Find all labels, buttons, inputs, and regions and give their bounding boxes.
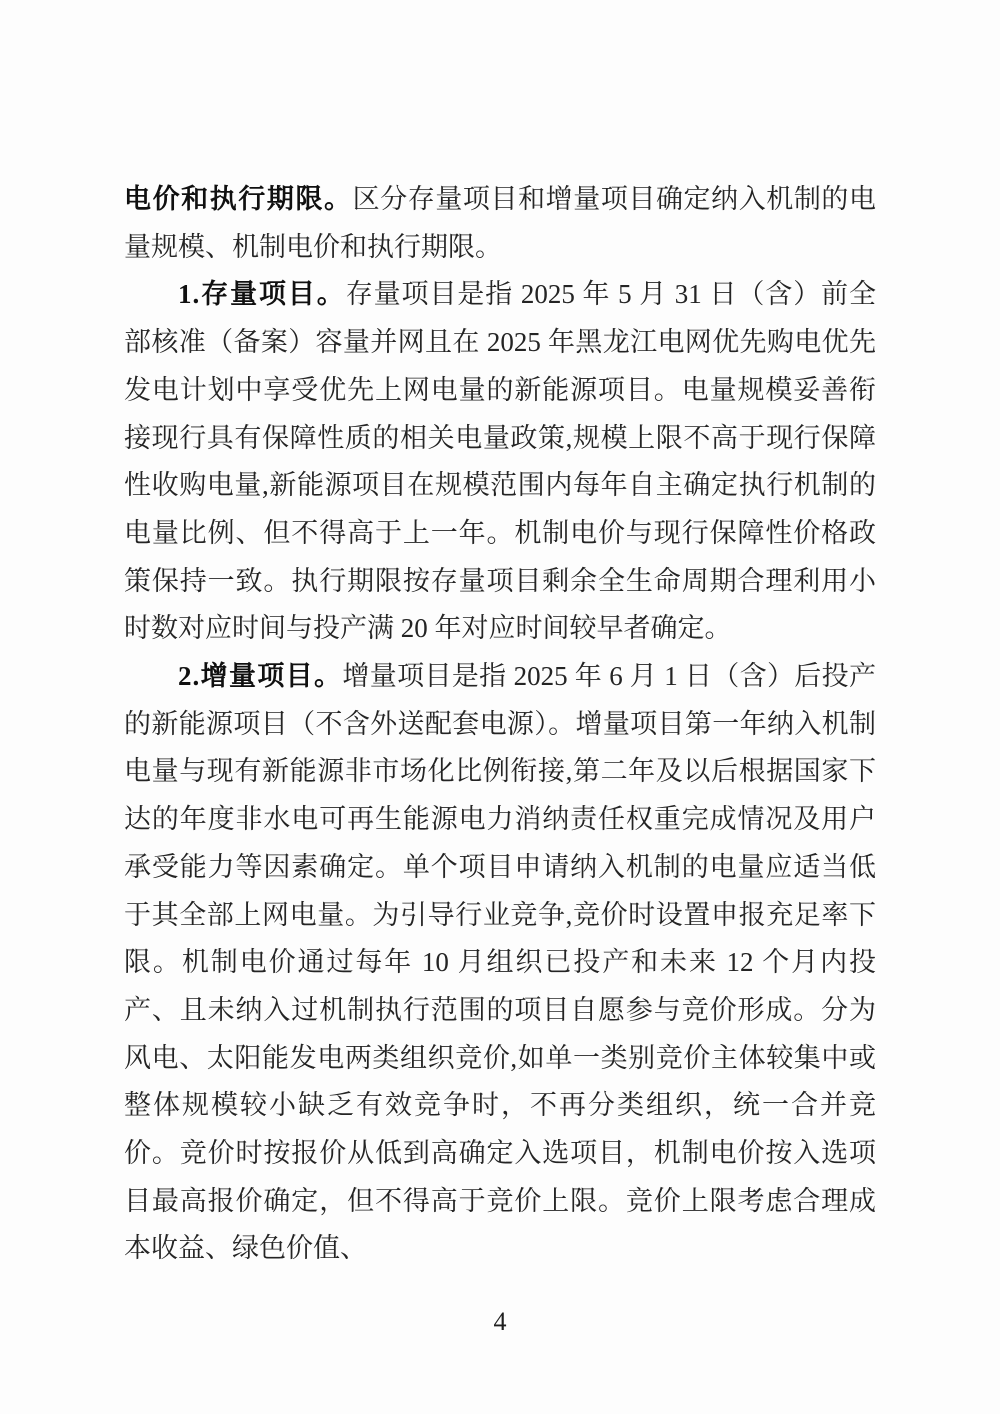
page-number: 4 [493, 1307, 507, 1336]
paragraph-lead-bold: 2.增量项目。 [178, 661, 343, 692]
paragraph-lead-bold: 1.存量项目。 [178, 279, 346, 310]
paragraph-text: 存量项目是指 2025 年 5 月 31 日（含）前全部核准（备案）容量并网且在 2025 年黑龙江电网优先购电优先发电计划中享受优先上网电量的新能源项目。电量规模妥善衔接现行具有保障性质的相关电量政策,规模上限不高于现行保障性收购电量,新能源项目在规模范围内每年自主确定执行机制的电量比例、但不得高于上一年。机制电价与现行保障性价格政策保持一致。执行期限按存量项目剩余全生命周期合理利用小时数对应时间与投产满 20 年对应时间较早者确定。 [124, 279, 877, 644]
paragraph-incremental-projects [124, 653, 876, 1273]
document-body [124, 176, 876, 1273]
paragraph-text: 增量项目是指 2025 年 6 月 1 日（含）后投产的新能源项目（不含外送配套电源）。增量项目第一年纳入机制电量与现有新能源非市场化比例衔接,第二年及以后根据国家下达的年度非水电可再生能源电力消纳责任权重完成情况及用户承受能力等因素确定。单个项目申请纳入机制的电量应适当低于其全部上网电量。为引导行业竞争,竞价时设置申报充足率下限。机制电价通过每年 10 月组织已投产和未来 12 个月内投产、且未纳入过机制执行范围的项目自愿参与竞价形成。分为风电、太阳能发电两类组织竞价,如单一类别竞价主体较集中或整体规模较小缺乏有效竞争时，不再分类组织，统一合并竞价。竞价时按报价从低到高确定入选项目，机制电价按入选项目最高报价确定，但不得高于竞价上限。竞价上限考虑合理成本收益、绿色价值、 [124, 661, 877, 1264]
paragraph-text: 区分存量项目和增量项目确定纳入机制的电量规模、机制电价和执行期限。 [124, 184, 877, 262]
paragraph-lead-bold: 电价和执行期限。 [124, 184, 353, 214]
paragraph-price-and-term [124, 176, 876, 271]
paragraph-existing-projects [124, 271, 876, 653]
